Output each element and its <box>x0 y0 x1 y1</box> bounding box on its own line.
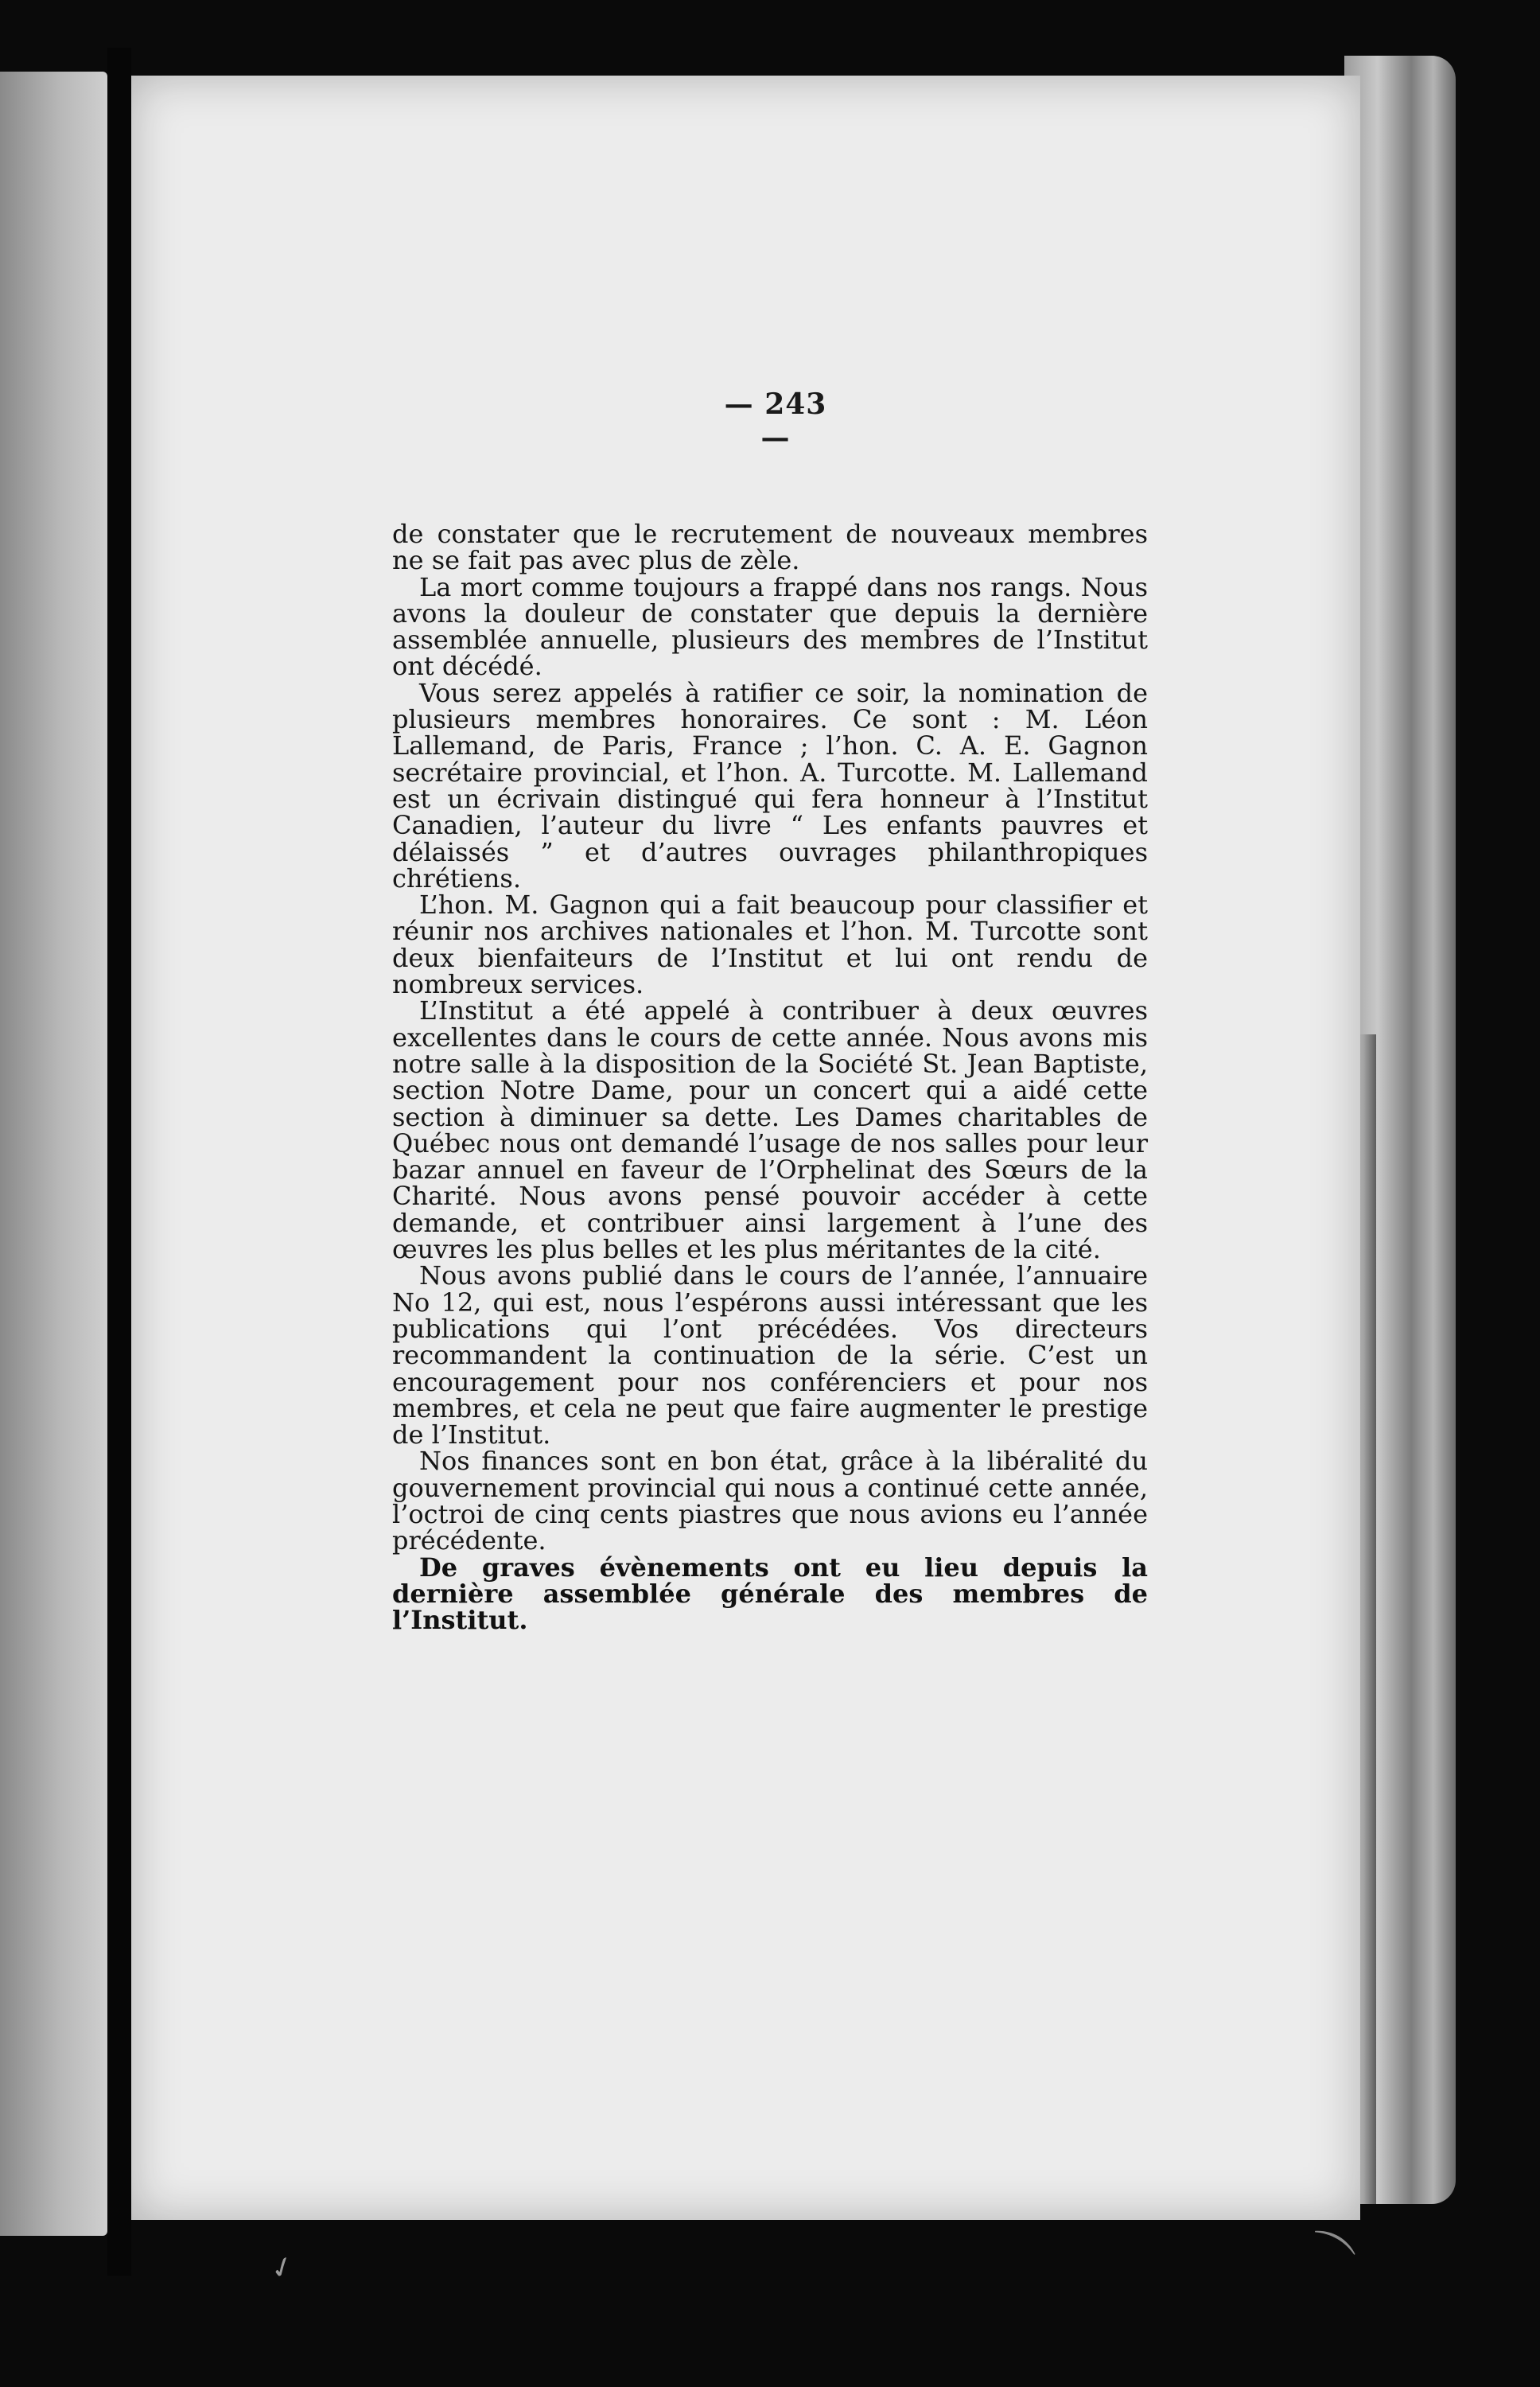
page-number: — 243 — <box>724 387 827 454</box>
paragraph: L’hon. M. Gagnon qui a fait beaucoup pour classifier et réunir nos archives nationales et l’hon. M. Turcotte sont deux bienfaiteurs de l’Institut et lui ont rendu de nombreux services. <box>392 890 1148 1000</box>
paragraph: Nos finances sont en bon état, grâce à la libéralité du gouvernement provincial qui nous a continué cette année, l’octroi de cinq cents piastres que nous avions eu l’année précédente. <box>392 1446 1148 1556</box>
paragraph: Vous serez appelés à ratifier ce soir, la nomination de plusieurs membres honoraires. Ce sont : M. Léon Lallemand, de Paris, France ; l’hon. C. A. E. Gagnon secrétaire provincial, et l’hon. A. Turcotte. M. Lallemand est un écrivain distingué qui fera honneur à l’Institut Canadien, l’auteur du livre “ Les enfants pauvres et délaissés ” et d’autres ouvrages philanthropiques chrétiens. <box>392 677 1148 894</box>
scan-artifact-mark: ✓ <box>265 2249 300 2288</box>
previous-page-edge <box>0 72 107 2236</box>
paragraph: La mort comme toujours a frappé dans nos rangs. Nous avons la douleur de constater que depuis la dernière assemblée annuelle, plusieurs des membres de l’Institut ont décédé. <box>392 571 1148 682</box>
scan-artifact-curve: ⌒ <box>1292 2222 1361 2294</box>
paragraph: de constater que le recrutement de nouveaux membres ne se fait pas avec plus de zèle. <box>392 519 1148 576</box>
book-gutter <box>107 48 131 2276</box>
paragraph: L’Institut a été appelé à contribuer à deux œuvres excellentes dans le cours de cette année. Nous avons mis notre salle à la disposition de la Société St. Jean Baptiste, section Notre Dame, pour un concert qui a aidé cette section à diminuer sa dette. Les Dames charitables de Québec nous ont demandé l’usage de nos salles pour leur bazar annuel en faveur de l’Orphelinat des Sœurs de la Charité. Nous avons pensé pouvoir accéder à cette demande, et contribuer ainsi largement à l’une des œuvres les plus belles et les plus méritantes de la cité. <box>392 995 1148 1265</box>
body-text <box>392 521 1148 1634</box>
paragraph: Nous avons publié dans le cours de l’année, l’annuaire No 12, qui est, nous l’espérons aussi intéressant que les publications qui l’ont précédées. Vos directeurs recommandent la continuation de la série. C’est un encouragement pour nos conférenciers et pour nos membres, et cela ne peut que faire augmenter le prestige de l’Institut. <box>392 1260 1148 1451</box>
book-page <box>131 76 1360 2220</box>
paragraph-closing: De graves évènements ont eu lieu depuis la dernière assemblée générale des membres de l’Institut. <box>392 1552 1148 1636</box>
